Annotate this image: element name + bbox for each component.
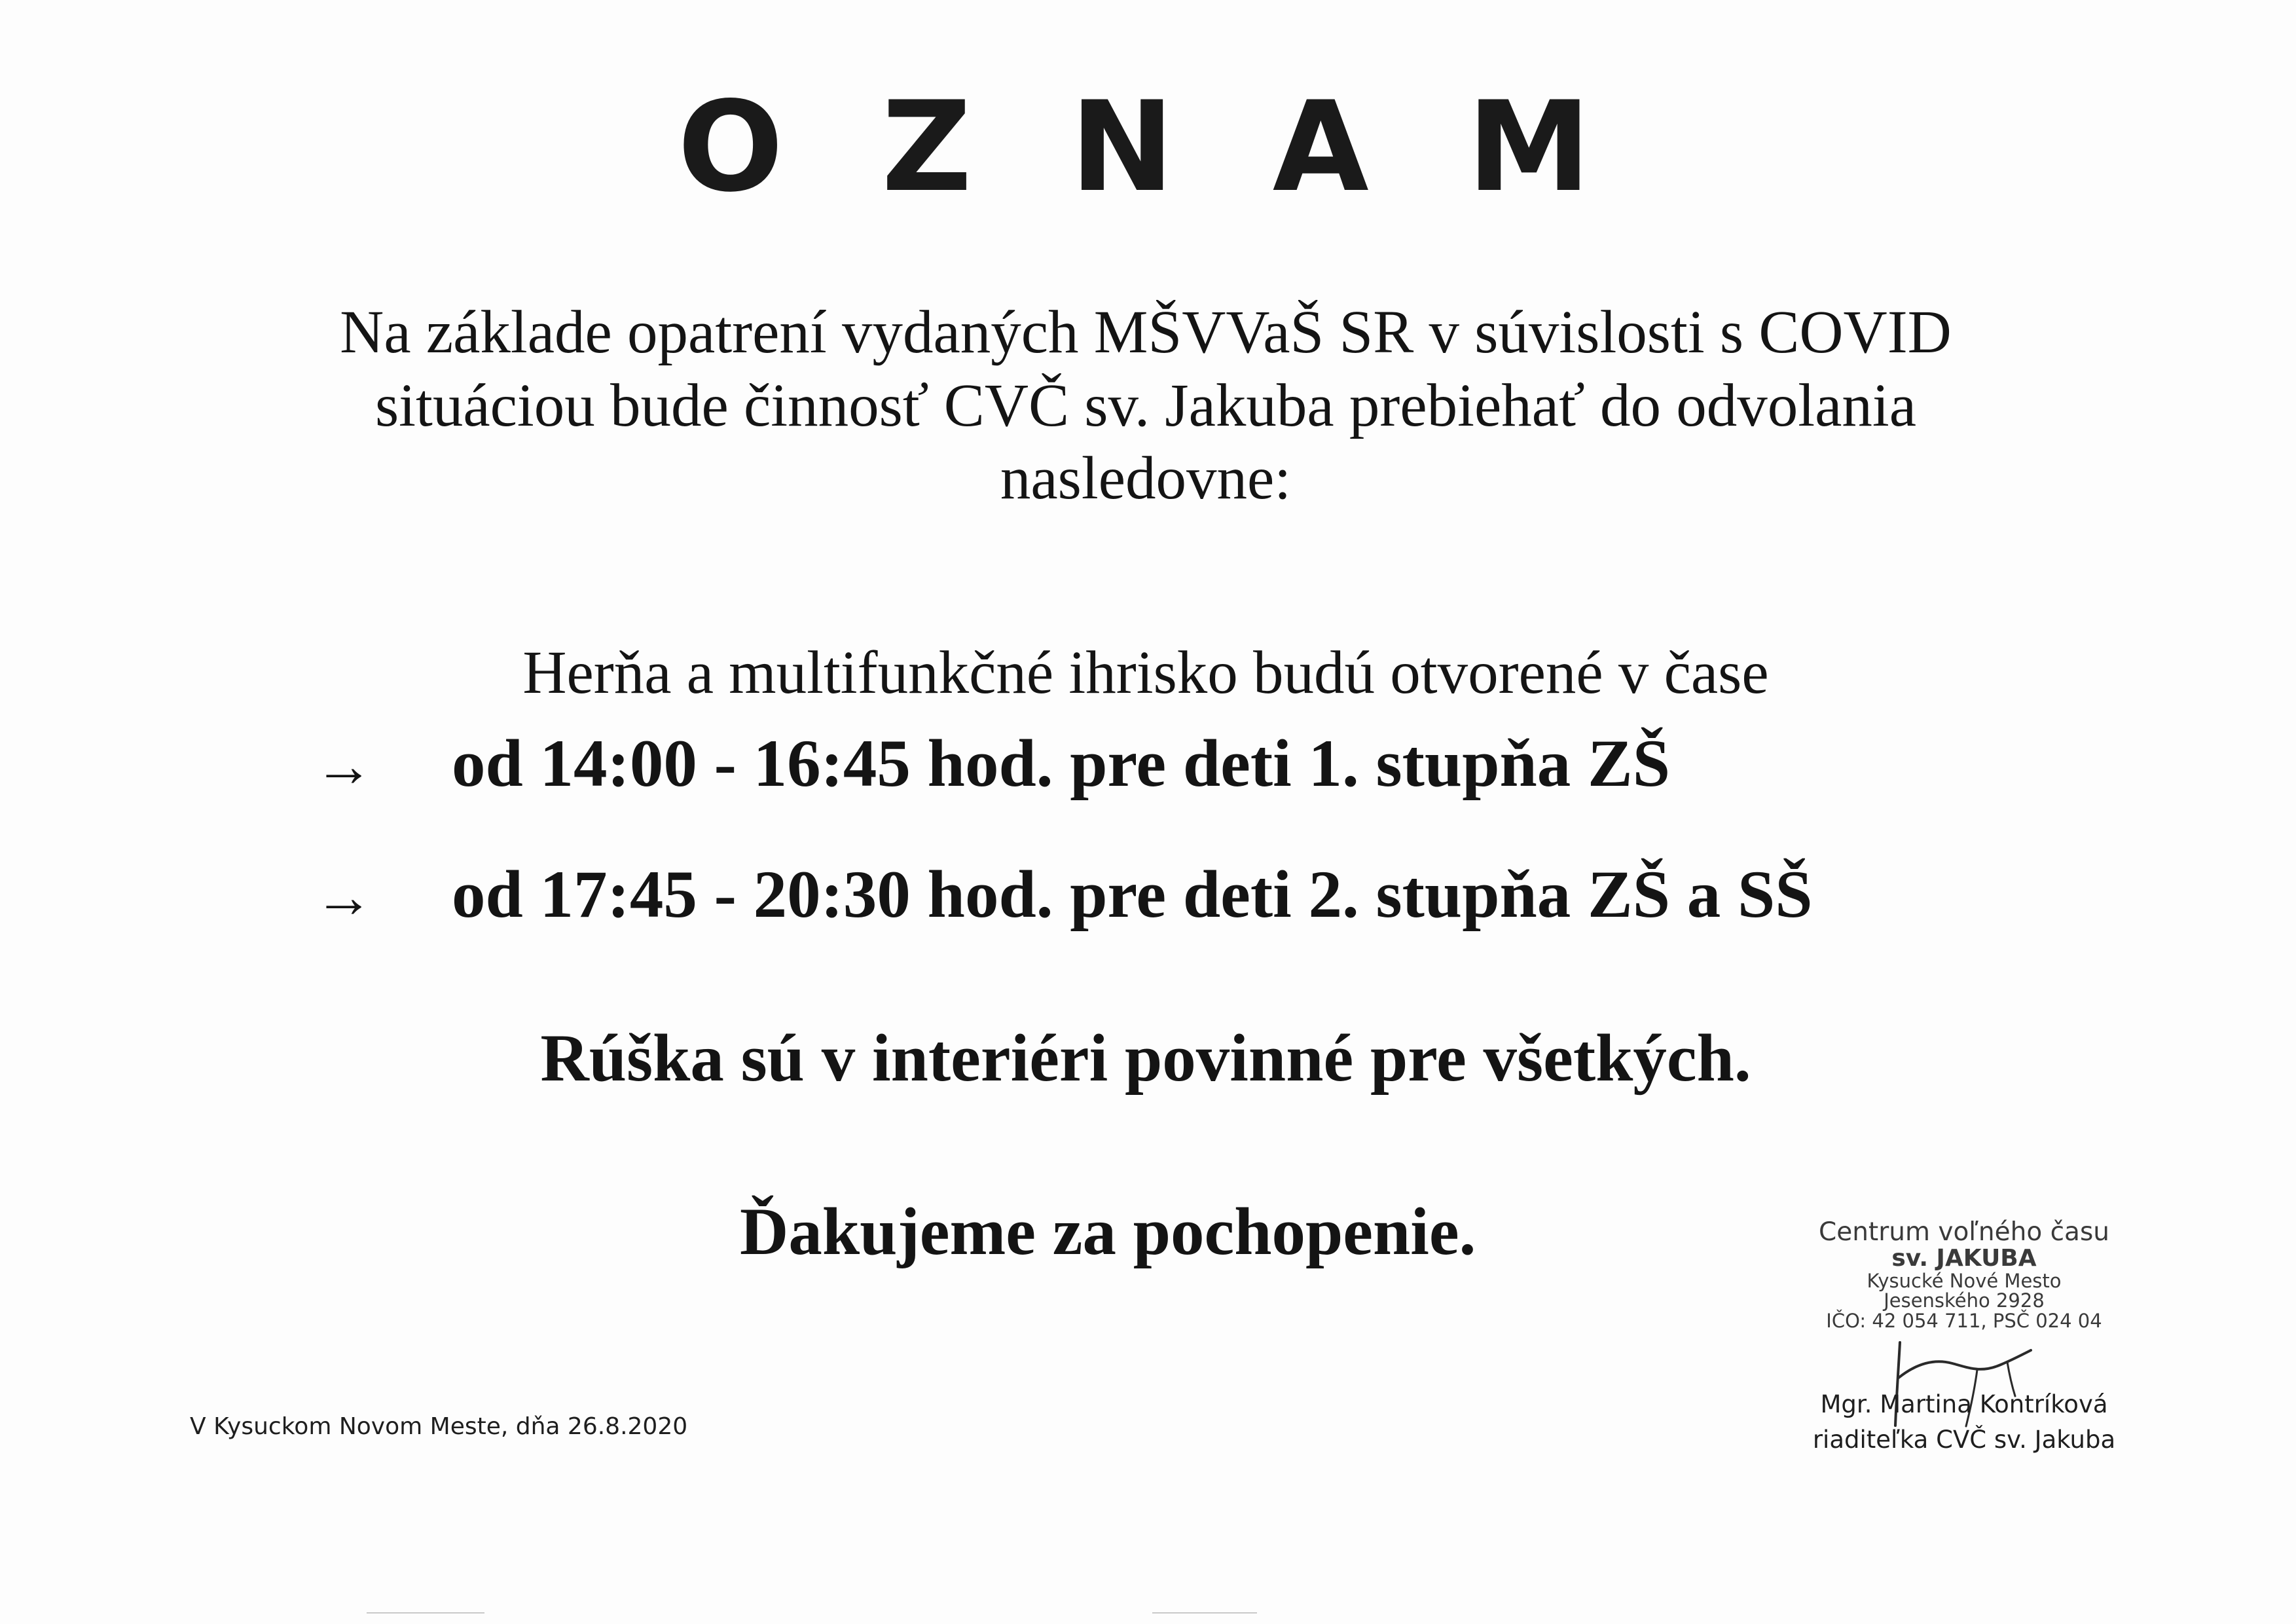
- schedule-item: [314, 724, 1670, 805]
- stamp-line: IČO: 42 054 711, PSČ 024 04: [1826, 1309, 2102, 1332]
- organization-stamp: [1709, 1219, 2219, 1331]
- arrow-right-icon: →: [314, 865, 373, 930]
- intro-paragraph: [164, 296, 2128, 515]
- schedule-text: od 17:45 - 20:30 hod. pre deti 2. stupňa ZŠ a SŠ: [452, 857, 1813, 932]
- scan-artifact-line: [1152, 1612, 1257, 1614]
- document-date: V Kysuckom Novom Meste, dňa 26.8.2020: [190, 1413, 688, 1440]
- arrow-right-icon: →: [314, 734, 373, 799]
- thank-you-line: Ďakujeme za pochopenie.: [740, 1194, 1476, 1269]
- schedule-text: od 14:00 - 16:45 hod. pre deti 1. stupňa ZŠ: [452, 726, 1670, 801]
- signature-block: [1709, 1387, 2219, 1457]
- opening-hours-intro: Herňa a multifunkčné ihrisko budú otvorené v čase: [522, 639, 1769, 707]
- intro-line: Na základe opatrení vydaných MŠVVaŠ SR v súvislosti s COVID: [340, 299, 1952, 366]
- stamp-line: Jesenského 2928: [1884, 1289, 2045, 1312]
- signer-role: riaditeľka CVČ sv. Jakuba: [1812, 1425, 2116, 1454]
- stamp-line: sv. JAKUBA: [1891, 1244, 2037, 1272]
- stamp-line: Centrum voľného času: [1818, 1217, 2109, 1247]
- intro-line: nasledovne:: [1000, 445, 1292, 513]
- mask-requirement: Rúška sú v interiéri povinné pre všetkých.: [540, 1021, 1751, 1096]
- scan-artifact-line: [367, 1612, 484, 1614]
- schedule-item: [314, 855, 1813, 936]
- stamp-line: Kysucké Nové Mesto: [1867, 1269, 2062, 1292]
- notice-title: O Z N A M: [677, 75, 1618, 219]
- signer-name: Mgr. Martina Kontríková: [1820, 1390, 2108, 1418]
- intro-line: situáciou bude činnosť CVČ sv. Jakuba prebiehať do odvolania: [374, 371, 1917, 439]
